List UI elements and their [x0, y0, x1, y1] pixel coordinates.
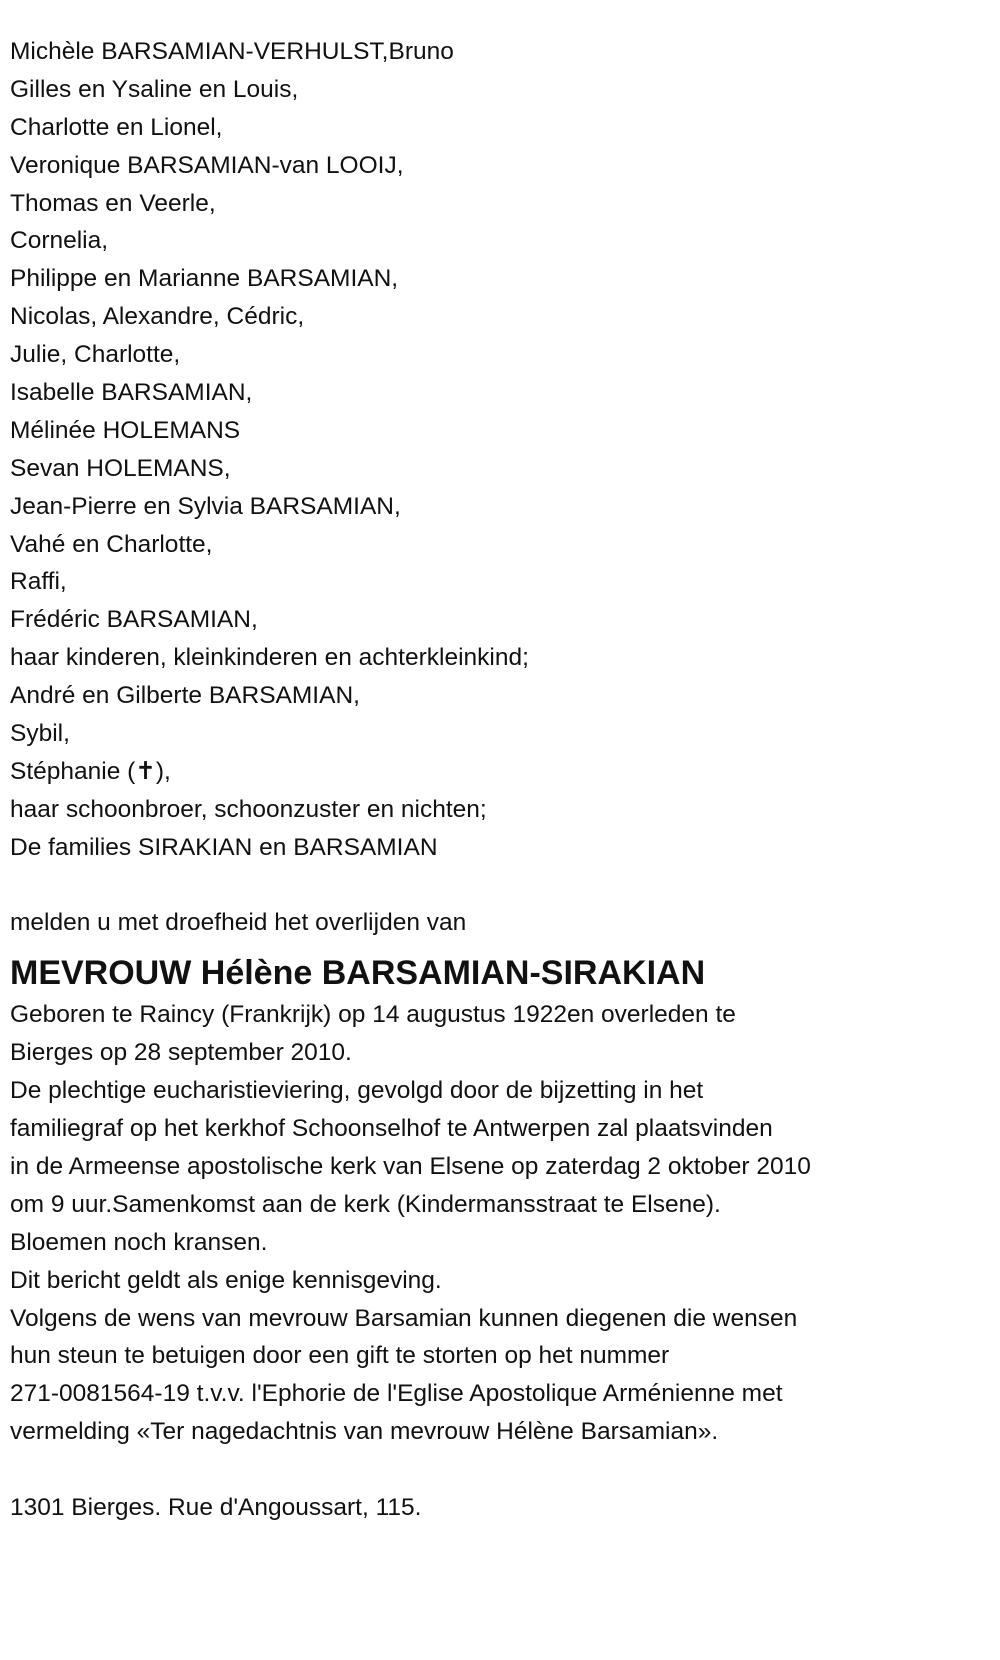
family-line: De families SIRAKIAN en BARSAMIAN	[10, 833, 438, 861]
family-line: haar kinderen, kleinkinderen en achterkleinkind;	[10, 644, 529, 672]
body-line: Bloemen noch kransen.	[10, 1228, 268, 1256]
family-line: Frédéric BARSAMIAN,	[10, 606, 258, 634]
body-line: in de Armeense apostolische kerk van Elsene op zaterdag 2 oktober 2010	[10, 1152, 811, 1180]
family-line: Philippe en Marianne BARSAMIAN,	[10, 265, 399, 293]
body-line: om 9 uur.Samenkomst aan de kerk (Kindermansstraat te Elsene).	[10, 1190, 721, 1218]
family-line: Thomas en Veerle,	[10, 189, 216, 217]
spacer	[10, 867, 811, 905]
family-line: Cornelia,	[10, 227, 109, 255]
body-line: Bierges op 28 september 2010.	[10, 1039, 352, 1067]
family-line: Gilles en Ysaline en Louis,	[10, 75, 299, 103]
family-line: André en Gilberte BARSAMIAN,	[10, 682, 360, 710]
family-line: Veronique BARSAMIAN-van LOOIJ,	[10, 151, 404, 179]
family-line: Nicolas, Alexandre, Cédric,	[10, 303, 305, 331]
family-line: Sevan HOLEMANS,	[10, 454, 231, 482]
family-line: Raffi,	[10, 568, 67, 596]
body-line: De plechtige eucharistieviering, gevolgd door de bijzetting in het	[10, 1077, 704, 1105]
body-line: Volgens de wens van mevrouw Barsamian kunnen diegenen die wensen	[10, 1304, 798, 1332]
obituary-document	[10, 33, 811, 1527]
family-list	[10, 33, 811, 867]
address-line: 1301 Bierges. Rue d'Angoussart, 115.	[10, 1493, 422, 1521]
family-line: Isabelle BARSAMIAN,	[10, 379, 253, 407]
family-line: Jean-Pierre en Sylvia BARSAMIAN,	[10, 492, 401, 520]
family-line: Julie, Charlotte,	[10, 341, 181, 369]
family-line: Charlotte en Lionel,	[10, 113, 223, 141]
announcement-text: melden u met droefheid het overlijden van	[10, 909, 467, 937]
body-line: Geboren te Raincy (Frankrijk) op 14 augustus 1922en overleden te	[10, 1001, 736, 1029]
body-line: hun steun te betuigen door een gift te storten op het nummer	[10, 1342, 670, 1370]
family-line: Stéphanie (✝),	[10, 757, 171, 785]
body-line: vermelding «Ter nagedachtnis van mevrouw Hélène Barsamian».	[10, 1418, 719, 1446]
family-line: Sybil,	[10, 720, 70, 748]
family-line: Michèle BARSAMIAN-VERHULST,Bruno	[10, 38, 454, 65]
obituary-body	[10, 996, 811, 1451]
family-line: Vahé en Charlotte,	[10, 530, 213, 558]
family-line: Mélinée HOLEMANS	[10, 416, 241, 444]
body-line: Dit bericht geldt als enige kennisgeving.	[10, 1266, 442, 1294]
spacer	[10, 1451, 811, 1489]
family-line: haar schoonbroer, schoonzuster en nichten;	[10, 795, 487, 823]
body-line: familiegraf op het kerkhof Schoonselhof te Antwerpen zal plaatsvinden	[10, 1115, 773, 1143]
deceased-name-heading: MEVROUW Hélène BARSAMIAN-SIRAKIAN	[10, 954, 706, 993]
body-line: 271-0081564-19 t.v.v. l'Ephorie de l'Eglise Apostolique Arménienne met	[10, 1380, 783, 1408]
